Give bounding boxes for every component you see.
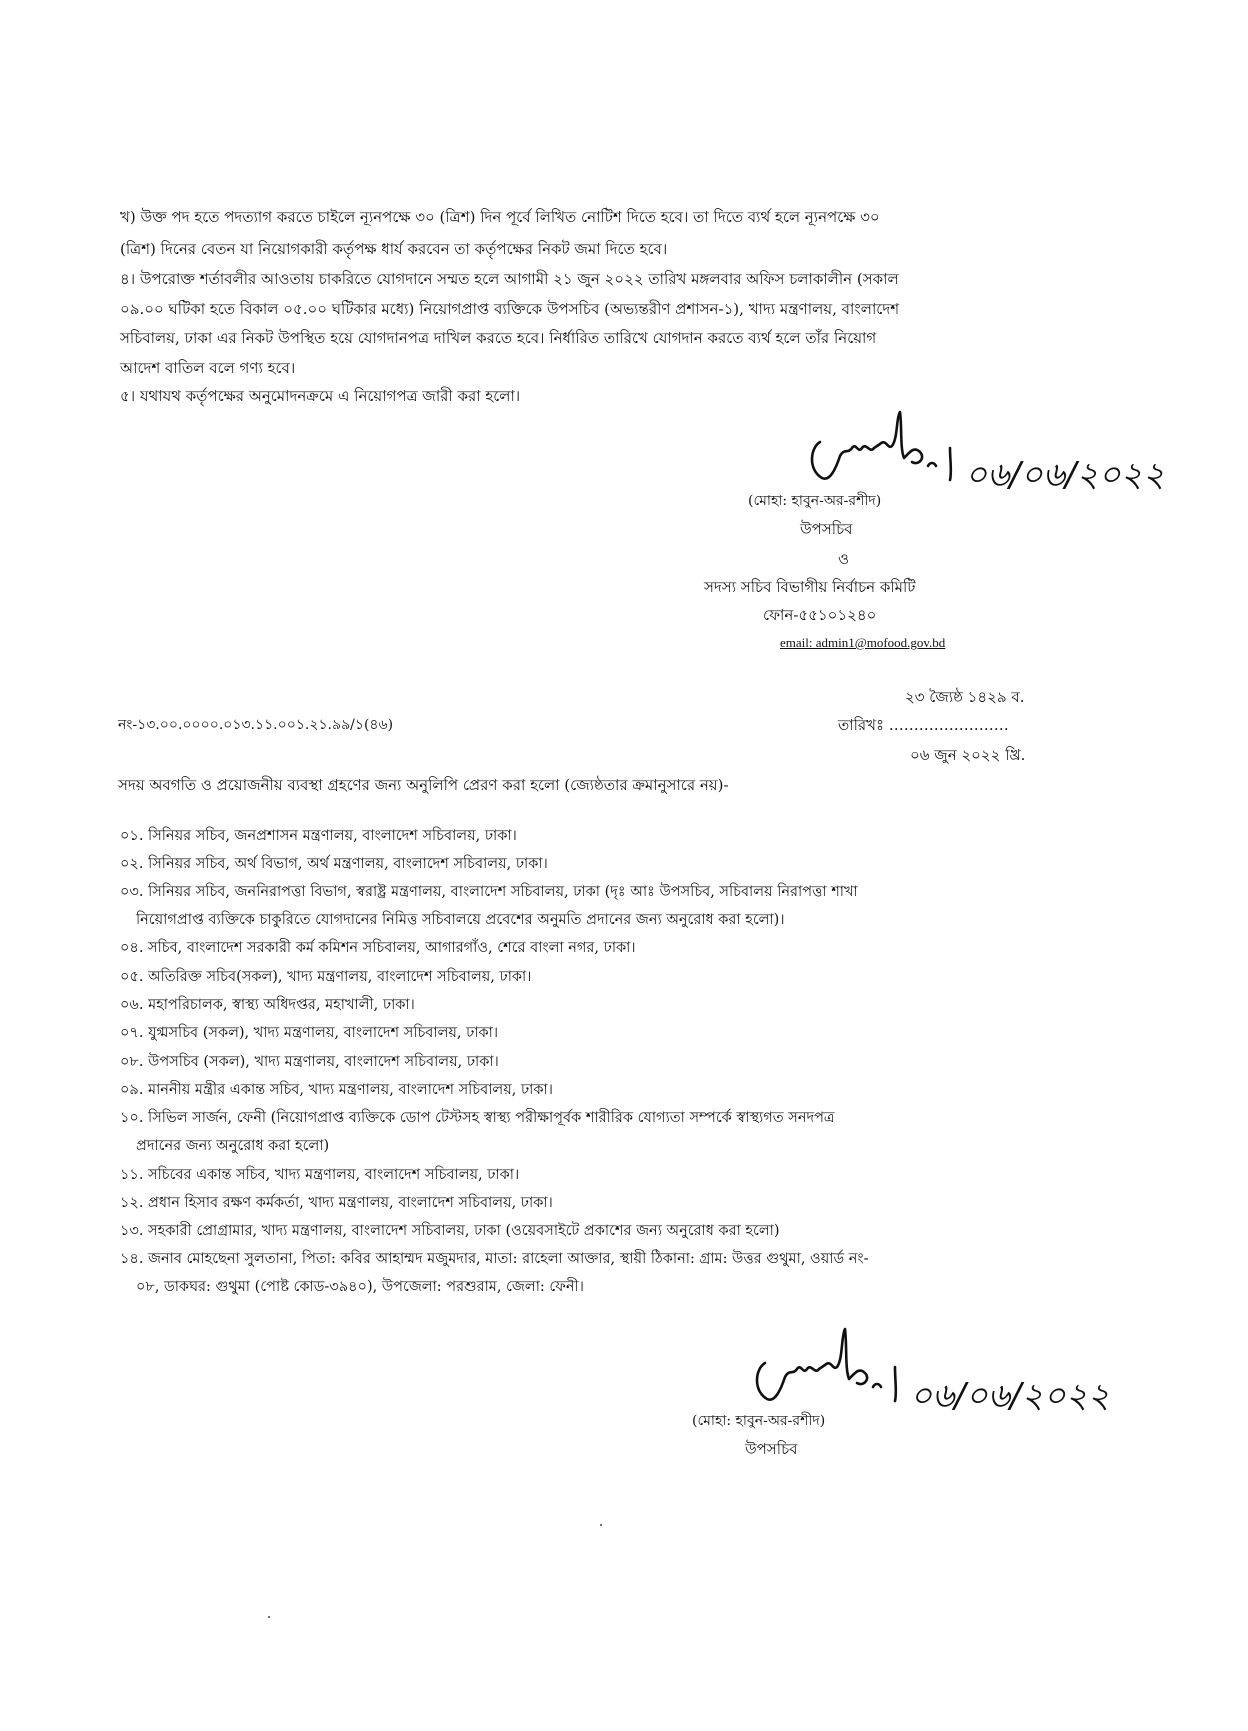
list-item: ১৩. সহকারী প্রোগ্রামার, খাদ্য মন্ত্রণালয়, বাংলাদেশ সচিবালয়, ঢাকা (ওয়েবসাইটে প্রকাশের জন্য অনুরোধ করা হলো) [120, 1223, 780, 1239]
list-item: ০২. সিনিয়র সচিব, অর্থ বিভাগ, অর্থ মন্ত্রণালয়, বাংলাদেশ সচিবালয়, ঢাকা। [120, 856, 548, 872]
memo-number: নং-১৩.০০.০০০০.০১৩.১১.০০১.২১.৯৯/১(৪৬) [118, 717, 394, 733]
signature-1-role: সদস্য সচিব বিভাগীয় নির্বাচন কমিটি [704, 578, 916, 596]
list-item: ০১. সিনিয়র সচিব, জনপ্রশাসন মন্ত্রণালয়, বাংলাদেশ সচিবালয়, ঢাকা। [120, 828, 517, 844]
memo-date-english: ০৬ জুন ২০২২ খ্রি. [910, 746, 1026, 764]
handwritten-signature-1 [800, 408, 1220, 533]
list-item-continuation: ০৮, ডাকঘর: গুথুমা (পোষ্ট কোড-৩৯৪০), উপজেলা: পরশুরাম, জেলা: ফেনী। [136, 1279, 584, 1295]
list-item: ১০. সিভিল সার্জন, ফেনী (নিয়োগপ্রাপ্ত ব্যক্তিকে ডোপ টেস্টসহ স্বাস্থ্য পরীক্ষাপূর্বক শারীরিক যোগ্যতা সম্পর্কে স্বাস্থ্যগত সনদপত্র [120, 1110, 835, 1126]
list-item: ০৮. উপসচিব (সকল), খাদ্য মন্ত্রণালয়, বাংলাদেশ সচিবালয়, ঢাকা। [120, 1054, 499, 1070]
list-item: ০৬. মহাপরিচালক, স্বাস্থ্য অধিদপ্তর, মহাখালী, ঢাকা। [120, 997, 415, 1013]
list-item-continuation: নিয়োগপ্রাপ্ত ব্যক্তিকে চাকুরিতে যোগদানের নিমিত্ত সচিবালয়ে প্রবেশের অনুমতি প্রদানের জন্য অনুরোধ করা হলো)। [136, 912, 785, 928]
paragraph-4-line1: ৪। উপরোক্ত শর্তাবলীর আওতায় চাকরিতে যোগদানে সম্মত হলে আগামী ২১ জুন ২০২২ তারিখ মঙ্গলবার অফিস চলাকালীন (সকাল [120, 270, 899, 288]
list-item: ০৯. মাননীয় মন্ত্রীর একান্ত সচিব, খাদ্য মন্ত্রণালয়, বাংলাদেশ সচিবালয়, ঢাকা। [120, 1082, 553, 1098]
signature-2-handwritten-date: ০৬/০৬/২০২২ [910, 1376, 1110, 1416]
scan-speck [600, 1524, 602, 1526]
paragraph-4-line3: সচিবালয়, ঢাকা এর নিকট উপস্থিত হয়ে যোগদানপত্র দাখিল করতে হবে। নির্ধারিত তারিখে যোগদান করতে ব্যর্থ হলে তাঁর নিয়োগ [120, 329, 877, 347]
scan-speck [268, 1616, 270, 1618]
paragraph-kha-line2: (ত্রিশ) দিনের বেতন যা নিয়োগকারী কর্তৃপক্ষ ধার্য করবেন তা কর্তৃপক্ষের নিকট জমা দিতে হবে। [120, 240, 668, 258]
list-item-continuation: প্রদানের জন্য অনুরোধ করা হলো) [136, 1138, 330, 1154]
list-item: ১১. সচিবের একান্ত সচিব, খাদ্য মন্ত্রণালয়, বাংলাদেশ সচিবালয়, ঢাকা। [120, 1167, 520, 1183]
paragraph-4-line4: আদেশ বাতিল বলে গণ্য হবে। [120, 359, 296, 377]
signature-1-name: (মোহা: হাবুন-অর-রশীদ) [748, 493, 882, 509]
signature-1-designation: উপসচিব [800, 520, 853, 538]
signature-1-email: email: admin1@mofood.gov.bd [780, 635, 946, 650]
paragraph-kha-line1: খ) উক্ত পদ হতে পদত্যাগ করতে চাইলে ন্যূনপক্ষে ৩০ (ত্রিশ) দিন পূর্বে লিখিত নোটিশ দিতে হবে। তা দিতে ব্যর্থ হলে ন্যূনপক্ষে ৩০ [120, 208, 880, 226]
list-item: ০৩. সিনিয়র সচিব, জননিরাপত্তা বিভাগ, স্বরাষ্ট্র মন্ত্রণালয়, বাংলাদেশ সচিবালয়, ঢাকা (দৃঃ আঃ উপসচিব, সচিবালয় নিরাপত্তা শাখা [120, 884, 858, 900]
memo-date-bangla: ২৩ জ্যৈষ্ঠ ১৪২৯ ব. [905, 688, 1025, 706]
distribution-intro: সদয় অবগতি ও প্রয়োজনীয় ব্যবস্থা গ্রহণের জন্য অনুলিপি প্রেরণ করা হলো (জ্যেষ্ঠতার ক্রমানুসারে নয়)- [118, 776, 729, 794]
signature-2-designation: উপসচিব [745, 1440, 798, 1458]
list-item: ০৭. যুগ্মসচিব (সকল), খাদ্য মন্ত্রণালয়, বাংলাদেশ সচিবালয়, ঢাকা। [120, 1025, 499, 1041]
paragraph-4-line2: ০৯.০০ ঘটিকা হতে বিকাল ০৫.০০ ঘটিকার মধ্যে) নিয়োগপ্রাপ্ত ব্যক্তিকে উপসচিব (অভ্যন্তরীণ প্রশাসন-১), খাদ্য মন্ত্রণালয়, বাংলাদেশ [120, 300, 900, 318]
signature-1-phone: ফোন-৫৫১০১২৪০ [763, 606, 877, 624]
list-item: ১২. প্রধান হিসাব রক্ষণ কর্মকর্তা, খাদ্য মন্ত্রণালয়, বাংলাদেশ সচিবালয়, ঢাকা। [120, 1195, 553, 1211]
memo-date-label: তারিখঃ …………………… [838, 716, 1009, 734]
signature-1-conjunction: ও [838, 550, 850, 568]
list-item: ০৫. অতিরিক্ত সচিব(সকল), খাদ্য মন্ত্রণালয়, বাংলাদেশ সচিবালয়, ঢাকা। [120, 969, 532, 985]
paragraph-5: ৫। যথাযথ কর্তৃপক্ষের অনুমোদনক্রমে এ নিয়োগপত্র জারী করা হলো। [120, 387, 521, 405]
signature-2-name: (মোহা: হাবুন-অর-রশীদ) [692, 1413, 826, 1429]
signature-1-handwritten-date: ০৬/০৬/২০২২ [965, 455, 1165, 495]
list-item: ১৪. জনাব মোহছেনা সুলতানা, পিতা: কবির আহাম্মদ মজুমদার, মাতা: রাহেলা আক্তার, স্থায়ী ঠিকানা: গ্রাম: উত্তর গুথুমা, ওয়ার্ড নং- [120, 1251, 869, 1267]
list-item: ০৪. সচিব, বাংলাদেশ সরকারী কর্ম কমিশন সচিবালয়, আগারগাঁও, শেরে বাংলা নগর, ঢাকা। [120, 940, 636, 956]
